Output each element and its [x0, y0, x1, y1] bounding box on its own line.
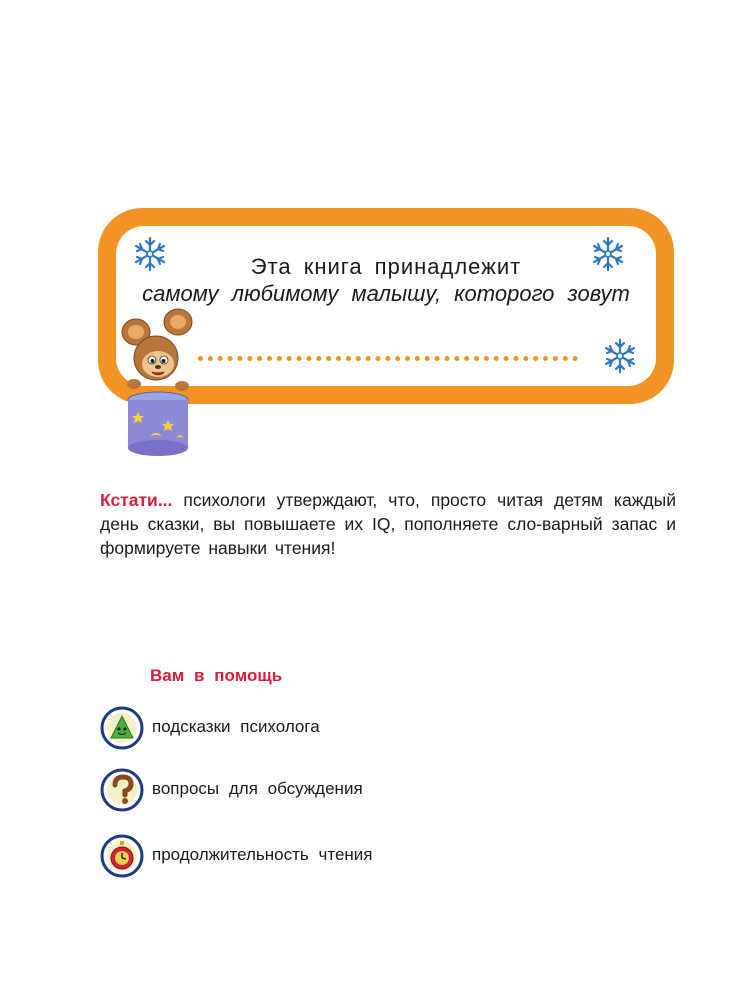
- stopwatch-icon: [100, 834, 144, 878]
- snowflake-icon: [602, 338, 638, 374]
- tip-lead: Кстати...: [100, 490, 173, 510]
- help-title: Вам в помощь: [150, 666, 283, 685]
- owner-title: Эта книга принадлежит: [250, 254, 522, 279]
- question-mark-icon: [100, 768, 144, 812]
- legend-label: продолжительность чтения: [152, 845, 373, 864]
- snowflake-icon: [132, 236, 168, 272]
- legend-label: подсказки психолога: [152, 717, 320, 736]
- psychologist-tips-icon: [100, 706, 144, 750]
- snowflake-icon: [590, 236, 626, 272]
- owner-subtitle: самому любимому малышу, которого зовут: [142, 281, 630, 306]
- tip-text: психологи утверждают, что, просто читая детям каждый день сказки, вы повышаете их IQ, пополняете сло-варный запас и формируете навыки чтения!: [100, 490, 676, 558]
- legend-item-tips: [100, 706, 500, 750]
- legend-label: вопросы для обсуждения: [152, 779, 363, 798]
- name-dotted-line[interactable]: [198, 356, 578, 361]
- cheburashka-mascot-icon: [120, 308, 196, 458]
- tip-paragraph: [100, 488, 676, 560]
- legend-item-duration: [100, 834, 500, 878]
- legend-item-questions: [100, 768, 500, 812]
